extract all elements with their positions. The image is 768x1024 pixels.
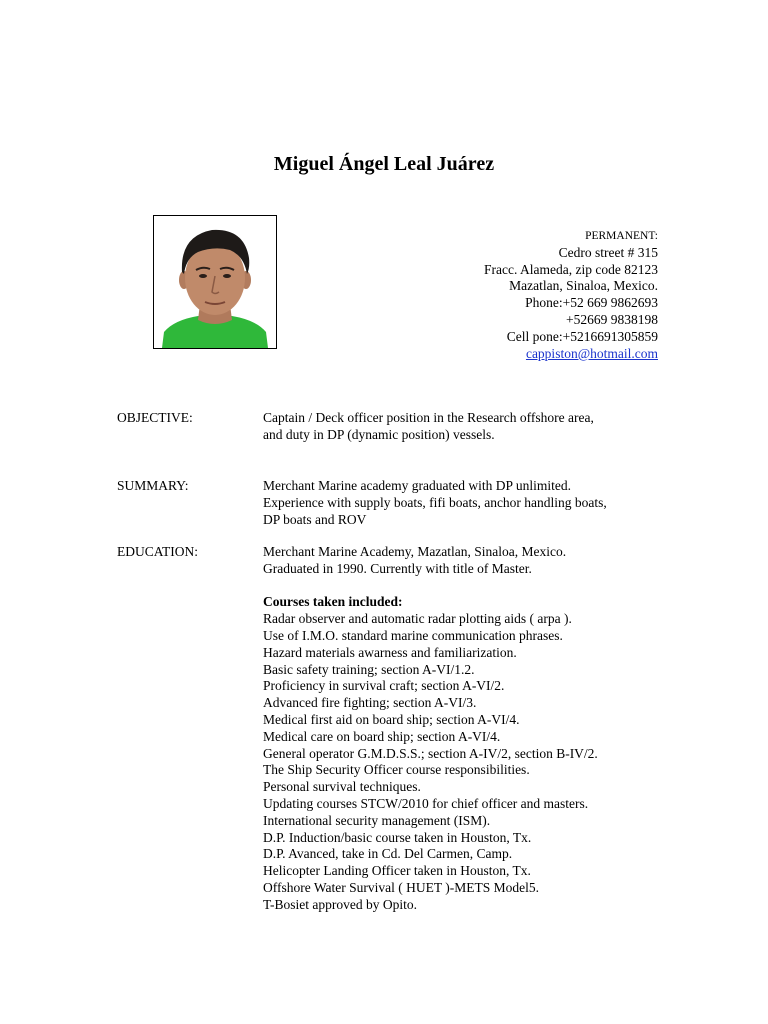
education-label: EDUCATION:	[117, 544, 198, 559]
address-neighborhood: Fracc. Alameda, zip code 82123	[484, 261, 658, 277]
course-item: General operator G.M.D.S.S.; section A-IV/2, section B-IV/2.	[263, 745, 598, 761]
course-item: Offshore Water Survival ( HUET )-METS Model5.	[263, 879, 539, 895]
address-city: Mazatlan, Sinaloa, Mexico.	[509, 278, 658, 294]
summary-label: SUMMARY:	[117, 478, 189, 493]
summary-section	[117, 478, 677, 528]
course-item: Advanced fire fighting; section A-VI/3.	[263, 695, 477, 711]
education-section	[117, 544, 677, 914]
phone-number: Phone:+52 669 9862693	[525, 295, 658, 311]
objective-label: OBJECTIVE:	[117, 410, 193, 425]
education-text-line: Graduated in 1990. Currently with title of Master.	[263, 560, 532, 576]
objective-text-line: Captain / Deck officer position in the Research offshore area,	[263, 410, 594, 425]
courses-heading: Courses taken included:	[263, 594, 403, 610]
course-item: Proficiency in survival craft; section A-VI/2.	[263, 678, 505, 694]
course-item: T-Bosiet approved by Opito.	[263, 896, 417, 912]
cell-phone-number: Cell pone:+5216691305859	[506, 328, 658, 344]
email-link[interactable]: cappiston@hotmail.com	[525, 345, 658, 361]
courses-list	[263, 611, 677, 913]
course-item: D.P. Avanced, take in Cd. Del Carmen, Camp.	[263, 846, 513, 862]
profile-photo	[153, 215, 277, 349]
course-item: Basic safety training; section A-VI/1.2.	[263, 661, 475, 677]
course-item: Helicopter Landing Officer taken in Houston, Tx.	[263, 863, 531, 879]
course-item: Radar observer and automatic radar plotting aids ( arpa ).	[263, 611, 572, 627]
education-text-line: Merchant Marine Academy, Mazatlan, Sinaloa, Mexico.	[263, 544, 567, 559]
portrait-image	[154, 216, 276, 348]
course-item: International security management (ISM).	[263, 812, 491, 828]
objective-section	[117, 410, 677, 444]
course-item: Medical first aid on board ship; section A-VI/4.	[263, 711, 520, 727]
permanent-label: PERMANENT:	[585, 230, 658, 242]
address-street: Cedro street # 315	[558, 244, 658, 260]
course-item: Personal survival techniques.	[263, 779, 421, 795]
course-item: Updating courses STCW/2010 for chief officer and masters.	[263, 795, 589, 811]
course-item: Use of I.M.O. standard marine communication phrases.	[263, 627, 563, 643]
summary-text-line: Experience with supply boats, fifi boats, anchor handling boats,	[263, 494, 607, 510]
course-item: D.P. Induction/basic course taken in Houston, Tx.	[263, 829, 532, 845]
contact-block	[484, 228, 658, 362]
objective-text-line: and duty in DP (dynamic position) vessels.	[263, 426, 495, 442]
summary-text-line: Merchant Marine academy graduated with DP unlimited.	[263, 478, 572, 493]
course-item: Hazard materials awarness and familiarization.	[263, 644, 517, 660]
page-title: Miguel Ángel Leal Juárez	[273, 153, 495, 175]
phone-number-secondary: +52669 9838198	[566, 311, 658, 327]
summary-text-line: DP boats and ROV	[263, 511, 367, 527]
course-item: Medical care on board ship; section A-VI/4.	[263, 728, 501, 744]
course-item: The Ship Security Officer course responsibilities.	[263, 762, 530, 778]
